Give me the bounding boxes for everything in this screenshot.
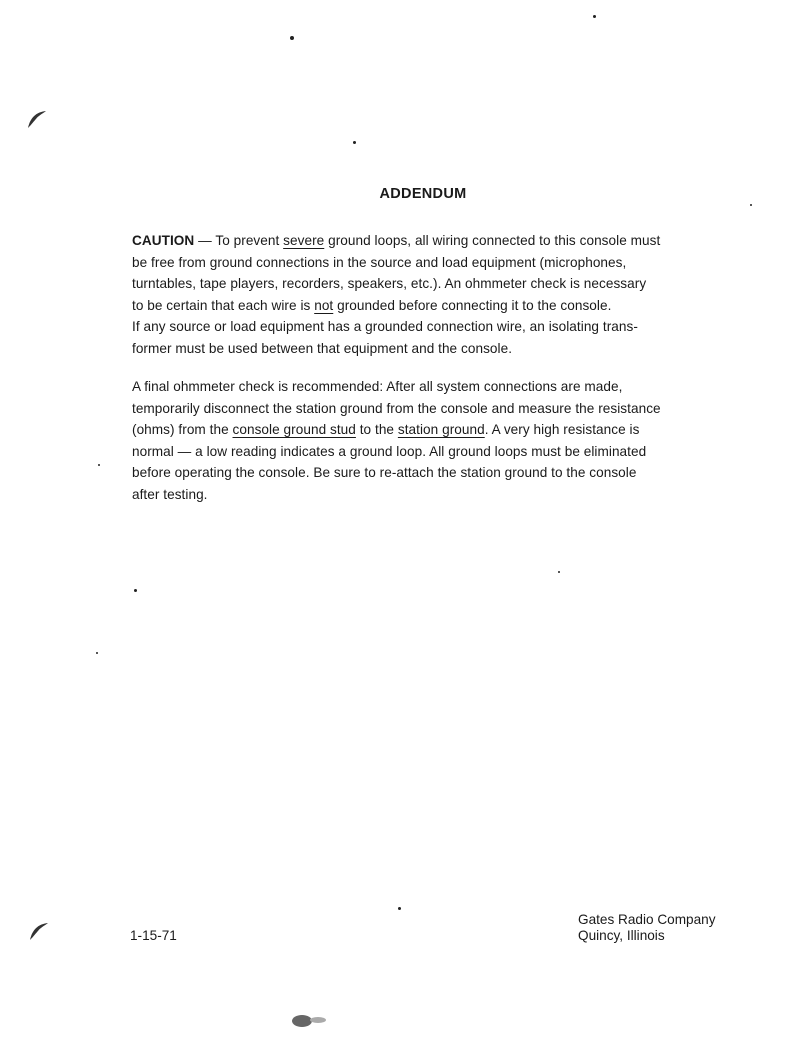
emphasis-console-ground-stud: console ground stud bbox=[232, 422, 356, 438]
speck bbox=[353, 141, 356, 144]
caution-label: CAUTION bbox=[132, 233, 195, 248]
speck bbox=[98, 464, 100, 466]
speck bbox=[134, 589, 137, 592]
caution-line-6: former must be used between that equipment and the console. bbox=[132, 340, 513, 356]
emphasis-not: not bbox=[314, 297, 334, 313]
speck bbox=[593, 15, 596, 18]
caution-paragraph bbox=[132, 230, 712, 360]
speck bbox=[558, 571, 560, 573]
punch-hole-mark-bottom bbox=[28, 914, 56, 944]
caution-line-1: CAUTION — To prevent severe ground loops, all wiring connected to this console must bbox=[132, 233, 661, 248]
company-name: Gates Radio Company bbox=[578, 912, 716, 927]
speck bbox=[96, 652, 98, 654]
speck bbox=[750, 204, 752, 206]
smudge-mark bbox=[288, 1012, 336, 1030]
final-check-line-5: before operating the console. Be sure to re-attach the station ground to the console bbox=[132, 465, 637, 481]
final-check-paragraph bbox=[132, 376, 712, 506]
emphasis-severe: severe bbox=[283, 233, 325, 248]
speck bbox=[290, 36, 294, 40]
caution-line-4: to be certain that each wire is not grounded before connecting it to the console. bbox=[132, 297, 612, 313]
caution-line-3: turntables, tape players, recorders, speakers, etc.). An ohmmeter check is necessary bbox=[132, 276, 647, 292]
punch-hole-mark-top bbox=[26, 104, 54, 132]
final-check-line-3: (ohms) from the console ground stud to the station ground. A very high resistance is bbox=[132, 422, 640, 438]
page-title: ADDENDUM bbox=[379, 186, 467, 202]
caution-line-2: be free from ground connections in the source and load equipment (microphones, bbox=[132, 254, 627, 270]
final-check-line-1: A final ohmmeter check is recommended: After all system connections are made, bbox=[132, 379, 623, 394]
final-check-line-6: after testing. bbox=[132, 486, 208, 502]
speck bbox=[398, 907, 401, 910]
company-location: Quincy, Illinois bbox=[578, 928, 665, 943]
final-check-line-4: normal — a low reading indicates a ground loop. All ground loops must be eliminated bbox=[132, 443, 647, 459]
emphasis-station-ground: station ground bbox=[397, 422, 485, 438]
company-block bbox=[578, 912, 716, 944]
final-check-line-2: temporarily disconnect the station ground from the console and measure the resistance bbox=[132, 400, 661, 416]
document-date: 1-15-71 bbox=[130, 928, 177, 943]
caution-line-5: If any source or load equipment has a grounded connection wire, an isolating trans- bbox=[132, 319, 638, 335]
